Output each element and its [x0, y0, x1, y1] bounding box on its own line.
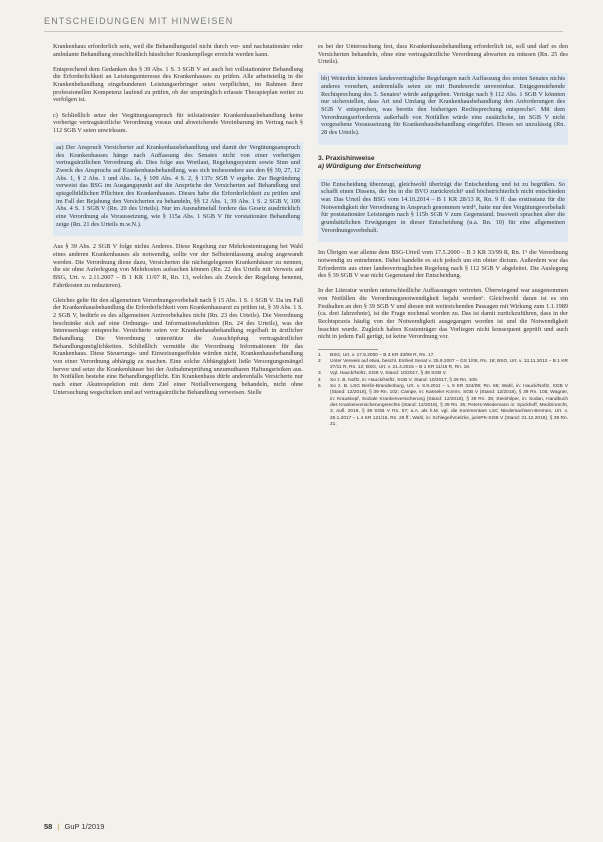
footnotes [318, 353, 568, 429]
page-number: 58 [44, 822, 53, 831]
footnote-number: 1 [318, 352, 321, 358]
right-column-top [318, 43, 568, 145]
footnote-text: So z. B. LSG Berlin-Brandenburg, Urt. v. 8.9.2011 – L 9 KR 324/08; Rn. 66; Wahl, in: Hauck/Noftz, SGB V (Stand: 12/2018), § 39 Rn. 102; Campe, in: Kasseler Komm. SGB V (Stand: 12/2018), § 39 Rn. 105; Wagner, in: Krauskopf, Soziale Krankenversicherung (Stand: 12/2018), § 39 Rn. 35; Steinhilper, in: Sodan, Handbuch des Krankenversicherungsrechts (Stand: 12/2018), § 39 Rn. 35; Peters-Wiedemann in: Spickhoff, Medizinrecht, 3. Aufl. 2018, § 39 SGB V Rn. 57; a.A. als h.M. vgl. die Kommentare LSC Niedersachsen-Bremen, Urt. v. 25.1.2017 – L 4 KR 121/15, Rn. 28 ff.; Wahl, in: Schlegel/Voelzke, jurisPK-SGB V (Stand: 31.12.2018), § 39 Rn. 21. [330, 384, 568, 427]
footnote-text: Unter Verweis auf etwa, beschl. Einheit Senat v. 25.9.2007 – GS 1/06, Rn. 18; BSG, Urt. v. 13.11.2012 – B 1 KR 27/11 R, Rn. 12; BSG, Urt. v. 21.4.2015 – B 1 KR 11/15 R, Rn. 18. [330, 358, 568, 371]
paragraph: Entsprechend dem Gedanken des § 39 Abs. 1 S. 3 SGB V sei auch bei vollstationärer Behandlung die Erforderlichkeit an Leistungsinteresse des Krankenhauses zu prüfen. Alle arbeitsteilig in die Krankenbehandlung eingebundenen Leistungserbringer seien verpflichtet, im Rahmen ihrer professionellen Kompetenz laufend zu prüfen, ob der ursprünglich erfasste Therapieplan weiter zu verfolgen ist. [53, 65, 303, 104]
paragraph: bb) Weiterhin könnten landesvertragliche Regelungen nach Auffassung des ersten Senates nichts anderes vorsehen, anderenfalls seien sie mit Bundesrecht unvereinbar. Entgegenstehende Rechtsprechung des 3. Senates¹ würde aufgegeben. Verträge nach § 112 Abs. 1 SGB V könnten nur sicherstellen, dass Art und Umfang der Krankenhausbehandlung den Anforderungen des SGB V entsprechen, was bereits den bisherigen Rechtsprechung entspreche². Mit dem Verordnungserfordernis außerhalb von Notfällen würde eine zusätzliche, im SGB V nicht vorgesehene Voraussetzung für Krankenhausbehandlung eingeführt. Dieses sei unzulässig (Rn. 28 des Urteils). [321, 75, 565, 137]
page-footer [44, 822, 104, 831]
paragraph: Gleiches gelte für den allgemeinen Verordnungsvorbehalt nach § 15 Abs. 1 S. 1 SGB V. Da im Fall der Krankenhausbehandlung die Erforderlichkeit vom Krankenhausarzt zu prüfen ist, § 39 Abs. 1 S. 2 SGB V, bedürfe es des allgemeinen Arztvorbehaltes nicht (Rn. 23 des Urteils). Die Verordnung beschränke sich auf eine Ordnungs- und Informationsfunktion (Rn. 24 des Urteils), was der Interessenlage entspreche. Versicherte seien vor Krankenhausbehandlung regelhaft in ärztlicher Behandlung. Die Verordnung unterstütze die Ausschöpfung vertragsärztlicher Behandlungsmöglichkeiten. Schließlich vermittle die Verordnung Informationen für das Krankenhaus. Diese Steuerungs- und Einweisungseffekte würden nicht, Krankenhausbehandlung von einer Verordnung abhängig zu machen. Eine solche Abhängigkeit ließe Versorgungsmängel hervor und setze die Krankenhäuser bei der Aufnahmeprüfung unzumutbaren Haftungsrisiken aus. In Notfällen bestehe eine Behandlungspflicht. Ein Krankenhaus dürfe anderenfalls Versicherte nur nach einer Akutrespektion mit dem Ziel einer Notfallversorgung behandeln, nicht ohne Untersuchung wegschicken und auf vertragsärztliche Behandlung verweisen. Stelle [53, 296, 303, 396]
right-column [318, 43, 568, 802]
left-column [53, 43, 303, 802]
paragraph: Die Entscheidung überzeugt, gleichwohl überträgt die Entscheidung und ist zu begrüßen. So schafft einen Dissens, der bis in die BVO zurückreicht³ und höchstrichterlich nicht entschieden war. Das Urteil des BSG vom 14.10.2014 – B 1 KR 28/13 R, Rn. 9 ff. das erstinstanz für die Notwendigkeit der Verordnung in Anspruch genommen wird⁴, hatte nur den Vergütungsvorbehalt für poststationäre Leistungen nach § 115b SGB V zum Gegenstand. Insoweit sprachen aber die grundsätzlichen Erwägungen in dieser Entscheidung (u.a. Rn. 10) für eine allgemeinen Verordnungsvorbehalt. [321, 180, 565, 234]
paragraph: c) Schließlich setze der Vergütungsanspruch für teilstationäre Krankenhausbehandlung keine vorherige vertragsärztliche Verordnung voraus und abweichende Vereinbarung im Vertrag nach § 112 SGB V seien unwirksam. [53, 111, 303, 134]
section-subtitle: a) Würdigung der Entscheidung [318, 163, 422, 171]
running-head: ENTSCHEIDUNGEN MIT HINWEISEN [44, 16, 234, 26]
paragraph: In der Literatur wurden unterschiedliche Auffassungen vertreten. Überwiegend war ausgenommen von Notfällen die Verordnungsnotwendigkeit bejaht worden⁶. Gleichwohl daran ist es ein Festhalten an den § 39 SGB V und diesen mit weitreichenden Passagen mit Wirkung zum 1.1.1989 (ca. drei Jahrzehnte), ist die Frage nochmal worden zu. Das ist damit zurückzuführen, dass in der Rechtspraxis häufig von der Notwendigkeit ausgegangen worden ist und die Notwendigkeit beachtet wurde. Zugleich haben Kostenträger das Vorliegen nicht konsequent geprüft und auch nicht in jedem Fall gerügt, ist keine Verordnung vor. [318, 287, 568, 341]
highlighted-paragraph-block [318, 179, 568, 243]
footnote-number: 3 [318, 371, 321, 377]
footnote-rule [318, 349, 378, 350]
paragraph: Krankenhaus erforderlich sein, weil die Behandlungsziel nicht durch vor- und nachstationäre oder ambulante Behandlung einschließlich häuslicher Krankenpflege erreicht werden kann. [53, 43, 303, 58]
footnote-text: BSG, Urt. v. 17.5.2000 – B 3 KR 33/99 R, Rn. 17. [330, 352, 435, 358]
section-title: 3. Praxishinweise [318, 154, 375, 162]
paragraph: es bei der Untersuchung fest, dass Krankenhausbehandlung erforderlich ist, soll und darf es den Versicherten behandeln, ohne eine vertragsärztliche Verordnung abwarten zu müssen (Rn. 25 des Urteils). [318, 43, 568, 66]
footnote-number: 4 [318, 377, 321, 383]
footnote [318, 359, 568, 372]
footnote-text: So z. B. Noftz, in: Hauck/Noftz, SGB V, Stand: 10/2017, § 39 Rn. 108. [330, 377, 479, 383]
footnote [318, 384, 568, 428]
highlighted-paragraph-block [318, 73, 568, 144]
journal-issue: GuP 1/2019 [64, 822, 105, 831]
footer-separator: | [57, 822, 60, 831]
footnote-text: Vgl. Hauck/Noftz, SGB V, Stand: 10/2017, § 39 SGB V. [330, 371, 447, 377]
highlighted-paragraph-block [53, 142, 303, 236]
paragraph: Im Übrigen war alleine dem BSG-Urteil vom 17.5.2000 – B 3 KR 33/99 R, Rn. 1⁵ die Verordnung notwendig zu entnehmen. Dabei handelte es sich jedoch um ein obiter dictum. Außerdem war das Erfordernis aus einer landesvertraglichen Regelung nach § 112 SGB V abgeleitet. Die Auslegung des § 39 SGB V war nicht Gegenstand der Entscheidung. [318, 249, 568, 280]
paragraph: Aus § 39 Abs. 2 SGB V folge nichts Anderes. Diese Regelung zur Mehrkostentragung bei Wahl eines anderen Krankenhauses als notwendig, sollte vor der Selbstentlassung analog angewandt werden. Die Verordnung diene dazu, Versicherten die nächstgelegenen Krankenhäuser zu nennen, die sie ohne Auferlegung von Mehrkosten aufsuchen können (Rn. 22 des Urteils mit Verweis auf BSG, Urt. v. 2.11.2007 – B 1 KR 11/07 R, Rn. 13, welches als Zweck der Regelung benennt, Fahrtkosten zu reduzieren). [53, 243, 303, 289]
right-column-bottom [318, 179, 568, 341]
paragraph: aa) Der Anspruch Versicherter auf Krankenhausbehandlung und damit der Vergütungsanspruch des Krankenhauses hänge nach Auffassung des Senates nicht von einer vorherigen vertragsärztlichen Verordnung ab. Dies folge aus Wortlaut, Regelungssystem sowie Sinn und Zweck des Anspruchs auf Krankenhausbehandlung, was sich insbesondere aus den §§ 39, 27, 12 Abs. 1, § 2 Abs. 1 und Abs. 1a, § 109 Abs. 4 S. 2, § 137c SGB V ergebe. Zur Begründung verweist das BSG im Ausgangspunkt auf die Ansprüche der Versicherten auf Behandlung und spiegelbildlichen Pflichten des Krankenhauses. Dieses habe die Erforderlichkeit zu prüfen und im Fall der Bejahung den Versicherten zu behandeln, §§ 12 Abs. 1, 39 Abs. 1 S. 2 SGB V, 109 Abs. 4 S. 1 SGB V (Rn. 20 des Urteils). Nur im Ausnahmefall fordere das Gesetz ausdrücklich eine Verordnung als Voraussetzung, wie § 115a Abs. 1 SGB V für vorstationäre Behandlung zeige (Rn. 21 des Urteils m.w.N.). [56, 144, 300, 228]
footnote-number: 2 [318, 358, 321, 364]
running-head-rule [44, 31, 563, 32]
footnote-number: 5 [318, 384, 321, 390]
